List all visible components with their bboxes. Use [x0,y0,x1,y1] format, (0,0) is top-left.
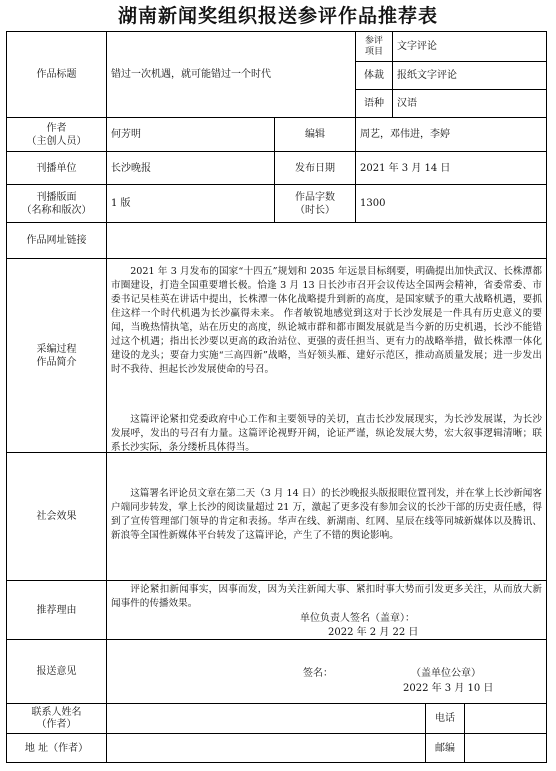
postcode-value [465,734,546,762]
contact-label-line2: （作者） [36,718,77,730]
process-label-line1: 采编过程 [36,343,77,355]
address-value [107,734,425,762]
publisher-label: 刊播单位 [36,162,77,174]
process-paragraph-2: 这篇评论紧扣党委政府中心工作和主要领导的关切，直击长沙发展现实，为长沙发展谋，为长沙发展呼，发出的号召有力量。这篇评论视野开阔，论证严谨，纵论发展大势，宏大叙事逻辑清晰；联系长沙实际，条分缕析具体得当。 [111,414,542,453]
edition-label-line2: （名称和版次） [21,204,92,216]
work-title-label: 作品标题 [36,69,77,80]
contact-label-line1: 联系人姓名 [31,706,82,718]
word-count-label [275,185,355,222]
process-label [7,259,106,452]
process-label-line2: 作品简介 [36,356,77,368]
work-title-value: 错过一次机遇，就可能错过一个时代 [111,69,271,80]
genre-label: 体裁 [364,70,384,81]
postcode-label: 邮编 [435,742,455,754]
url-value [107,223,546,258]
phone-value [465,704,546,733]
language-value: 汉语 [397,98,417,109]
opinion-signature: 签名： [303,668,333,679]
process-paragraph-1: 2021 年 3 月发布的国家“十四五”规划和 2035 年远景目标纲要，明确提出加快武汉、长株潭都市圈建设，打造全国重要增长极。恰逢 3 月 13 日长沙市召开会议传达全国两会精神，省委常委、市委书记吴桂英在讲话中提出，长株潭一体化战略提升到新的高度，是国家赋予的重大战略机遇，要抓住这样一个时代机遇为长沙赢得未来。 作者敏锐地感觉到这对于长沙发展是一件具有历史意义的要闻，当晚热情执笔，站在历史的高度，纵论城市群和都市圈发展就是当今新的历史机遇，长沙不能错过这个机遇；指出长沙要以更高的政治站位、更强的责任担当、更有力的战略举措，做长株潭一体化建设的龙头；要奋力实施“三高四新”战略，当好领头雁、建好示范区，推动高质量发展；进一步发出时不我待、担起长沙发展使命的号召。 [111,266,542,375]
author-label-line2: （主创人员） [26,135,87,147]
contact-label [7,704,106,733]
social-effect-label: 社会效果 [36,511,77,522]
publisher-value: 长沙晚报 [111,162,151,174]
reason-paragraph: 评论紧扣新闻事实，因事而发，因为关注新闻大事、紧扣时事大势而引发更多关注，从而放大新闻事件的传播效果。 [111,584,542,609]
category-label: 参评项目 [364,35,383,57]
contact-value [107,704,425,733]
reason-date: 2022 年 2 月 22 日 [328,627,419,638]
reason-signature-line: 单位负责人签名（盖章）： [300,613,415,624]
editor-value: 周艺，邓伟进，李婷 [360,129,450,140]
word-count-value: 1300 [360,198,386,209]
edition-value: 1 版 [111,198,131,209]
publish-date-value: 2021 年 3 月 14 日 [360,162,451,174]
edition-label-line1: 刊播版面 [36,191,77,203]
reason-label: 推荐理由 [36,604,77,616]
word-count-label-line1: 作品字数 [295,191,335,203]
phone-label: 电话 [435,713,455,724]
opinion-stamp: （盖单位公章） [411,668,481,679]
opinion-label: 报送意见 [36,666,77,677]
url-label: 作品网址链接 [26,235,87,246]
form-title: 湖南新闻奖组织报送参评作品推荐表 [117,5,438,27]
author-value: 何芳明 [111,129,141,140]
category-value: 文字评论 [397,41,437,52]
edition-label [7,185,106,222]
author-label-line1: 作者 [46,122,67,134]
genre-value: 报纸文字评论 [397,70,457,81]
social-effect-paragraph: 这篇署名评论员文章在第二天（3 月 14 日）的长沙晚报头版报眼位置刊发，并在掌上长沙新闻客户端同步转发，掌上长沙的阅读量超过 21 万，激起了更多没有参加会议的长沙干部的历史责任感，得到了宣传管理部门领导的肯定和表扬。华声在线、新湖南、红网、星辰在线等同城新媒体以及腾讯、新浪等全国性新媒体平台转发了这篇评论，产生了不错的舆论影响。 [111,488,542,541]
word-count-label-line2: （时长） [295,204,335,216]
address-label: 地 址（作者） [24,742,89,754]
author-label [7,118,106,151]
opinion-date: 2022 年 3 月 10 日 [403,683,494,694]
publish-date-label: 发布日期 [295,162,335,174]
editor-label: 编辑 [305,129,325,140]
language-label: 语种 [364,98,384,109]
